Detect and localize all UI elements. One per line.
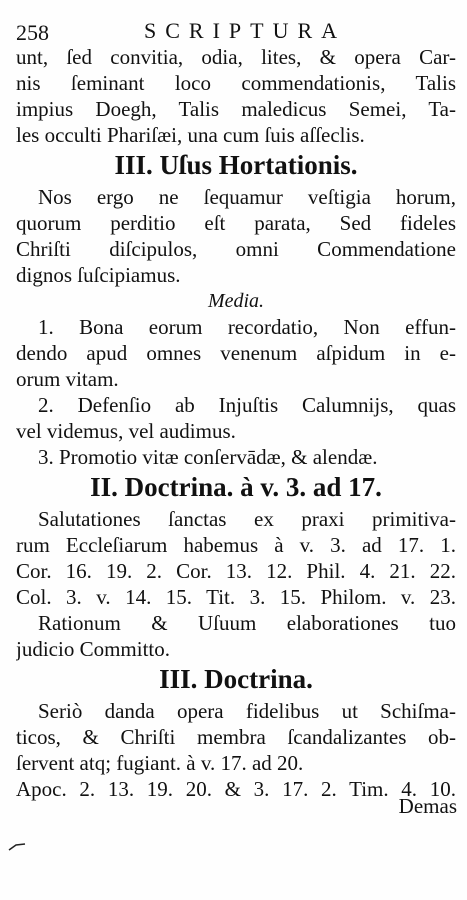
hortation-paragraph	[16, 184, 456, 288]
text-line: impius Doegh, Talis maledicus Semei, Ta-	[16, 97, 456, 121]
text-line: quorum perditio eſt parata, Sed fideles	[16, 211, 456, 235]
text-line: 3. Promotio vitæ conſervādæ, & alendæ.	[38, 445, 378, 469]
text-line: Seriò danda opera fidelibus ut Schiſma-	[38, 699, 456, 723]
text-line: nis ſeminant loco commendationis, Talis	[16, 71, 456, 95]
text-line: dignos ſuſcipiamus.	[16, 263, 181, 287]
text-line: judicio Committo.	[16, 637, 171, 661]
media-subheading: Media.	[207, 290, 265, 312]
text-line: 1. Bona eorum recordatio, Non effun-	[38, 315, 456, 339]
text-line: ticos, & Chriſti membra ſcandalizantes ob-	[16, 725, 456, 749]
text-line: unt, ſed convitia, odia, lites, & opera Car-	[16, 45, 456, 69]
ink-mark	[8, 842, 26, 852]
text-line: vel videmus, vel audimus.	[16, 419, 236, 443]
doctrine-3-paragraph	[16, 698, 456, 802]
text-line: Apoc. 2. 13. 19. 20. & 3. 17. 2. Tim. 4. 10.	[16, 777, 456, 801]
running-head: SCRIPTURA	[144, 18, 347, 43]
opening-paragraph	[16, 44, 456, 148]
text-line: Nos ergo ne ſequamur veſtigia horum,	[38, 185, 456, 209]
text-line: Cor. 16. 19. 2. Cor. 13. 12. Phil. 4. 21. 22.	[16, 559, 456, 583]
page-number: 258	[16, 20, 49, 45]
doctrine-2-paragraph	[16, 506, 456, 662]
body-text	[16, 44, 456, 802]
media-item-1	[16, 314, 456, 392]
section-heading-usus: III. Uſus Hortationis.	[114, 150, 358, 180]
catchword: Demas	[398, 794, 457, 818]
doctrine-3-heading: III. Doctrina.	[159, 664, 313, 694]
media-item-3	[16, 444, 456, 470]
text-line: Salutationes ſanctas ex praxi primitiva-	[38, 507, 456, 531]
text-line: Col. 3. v. 14. 15. Tit. 3. 15. Philom. v. 23.	[16, 585, 456, 609]
media-item-2	[16, 392, 456, 444]
text-line: rum Eccleſiarum habemus à v. 3. ad 17. 1.	[16, 533, 456, 557]
text-line: les occulti Phariſæi, una cum ſuis aſſeclis.	[16, 123, 365, 147]
text-line: ſervent atq; fugiant. à v. 17. ad 20.	[16, 751, 304, 775]
text-line: dendo apud omnes venenum aſpidum in e-	[16, 341, 456, 365]
text-line: orum vitam.	[16, 367, 119, 391]
text-line: 2. Defenſio ab Injuſtis Calumnijs, quas	[38, 393, 456, 417]
text-line: Rationum & Uſuum elaborationes tuo	[38, 611, 456, 635]
text-line: Chriſti diſcipulos, omni Commendatione	[16, 237, 456, 261]
doctrine-2-heading: II. Doctrina. à v. 3. ad 17.	[90, 472, 382, 502]
